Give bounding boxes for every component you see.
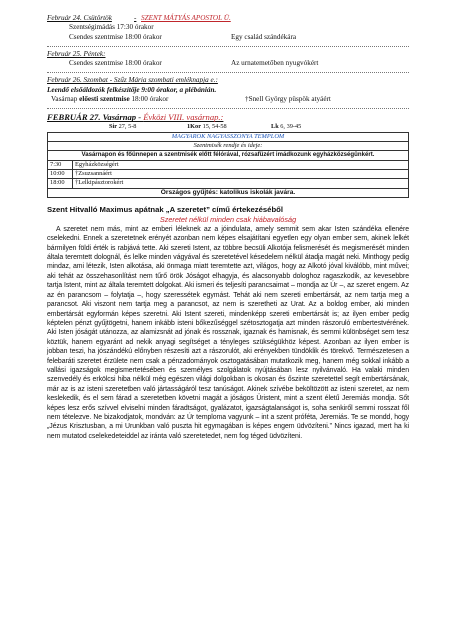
table-row: 10:00 †Zsuzsannáért <box>48 169 409 178</box>
day-date: Február 25. Péntek: <box>47 49 106 58</box>
schedule-row: Csendes szentmise 18:00 órakor Egy család szándékára <box>69 32 297 41</box>
article-subtitle: Szeretet nélkül minden csak hiábavalóság <box>159 214 297 224</box>
readings: Sir 27, 5-8 1Kor 15, 54-58 Lk 6, 39-45 <box>109 122 302 130</box>
feast-name: SZENT MÁTYÁS APOSTOL Ü. <box>141 14 231 22</box>
article-title: Szent Hitvalló Maximus apátnak „A szeretet” című értekezéséből <box>47 204 283 214</box>
mass-schedule-table <box>47 132 409 198</box>
church-name: MAGYAROK NAGYASSZONYA TEMPLOM <box>48 132 409 141</box>
day-date: FEBRUÁR 27. Vasárnap - <box>47 112 144 123</box>
mass-intention: Egy család szándékára <box>231 32 297 41</box>
day-date: Február 26. Szombat - Szűz Mária szombati emléknapja e.: <box>47 76 218 85</box>
order-title: Szentmisék rendje és ideje: <box>48 142 409 151</box>
day-saturday <box>47 76 409 104</box>
table-row: 18:00 †Lelkipásztorokért <box>48 179 409 188</box>
schedule-row: Vasárnap előesti szentmise 18:00 órakor †Snell György püspök atyáért <box>51 95 331 104</box>
saturday-note: Leendő elsőáldozók felkészítője 9:00 órakor, a plébánián. <box>47 85 217 94</box>
day-friday <box>47 50 409 69</box>
rosary-notice: Vasárnapon és főünnepen a szentmisék előtt félórával, rózsafüzért imádkozunk egyházközségünkért. <box>48 151 409 160</box>
day-thursday: Február 24. Csütörtök - SZENT MÁTYÁS APOSTOL Ü. Szentségimádás 17:30 órakor Csendes szentmise 18:00 órakor Egy család szándékára <box>47 14 409 42</box>
feast-name: Évközi VIII. vasárnap.: <box>143 112 224 123</box>
divider <box>47 46 409 47</box>
collection-note: Országos gyűjtés: katolikus iskolák javára. <box>48 188 409 197</box>
divider <box>47 72 409 73</box>
table-row: 7:30 Egyházközségért <box>48 160 409 169</box>
day-date: Február 24. Csütörtök <box>47 14 112 22</box>
day-sunday <box>47 112 409 197</box>
divider <box>47 108 409 109</box>
schedule-row: Csendes szentmise 18:00 órakor Az urnatemetőben nyugvókért <box>69 59 319 68</box>
schedule-row: Szentségimádás 17:30 órakor <box>69 23 154 32</box>
article-body: A szeretet nem más, mint az emberi léleknek az a jóindulata, amely semmit sem akar Isten szándéka ellenére cselekedni. Ennek a szeretetnek erényét azonban nem képes elsajátítani egyetlen egy olyan ember sem, akinek lelkét bármilyen földi érték is rabjává tette. Aki szereti Istent, az többre becsüli Alkotója felismerését és megismerését minden általa teremtett dolognál, és lelke minden vágyával és szeretetével késedelem nélkül átadja magát neki. Minthogy pedig mindaz, ami létezik, Isten alkotása, aki önmaga miatt teremtette azt, világos, hogy az Alkotó jóval kiválóbb, mint művei; aki tehát az összehasonlítást nem tűrő örök Jóságot elhagyja, és alacsonyabb dologhoz ragaszkodik, az kevesebbre tartja Istent, mint az általa teremtett dolgokat. Aki ismeri és teljesíti parancsaimat – mondja az Úr –, az szeret engem. Az az én parancsom – folytatja –, hogy szeressétek egymást. Tehát aki nem szereti embertársát, az nem tartja meg a parancsot. Aki viszont nem tartja meg a parancsot, az nem is szeretheti az Urat. Az a boldog ember, aki minden embertársát egyformán képes szeretni. Aki Istent szereti, mindenképp szereti embertársát is; az ilyen ember pedig képtelen pénzt gyűjtögetni, hanem inkább isteni bőkezűséggel szétosztogatja azt minden rászoruló embertestvérének. Aki Isten jóságát utánozza, az alamizsnát ad jónak és rossznak, igaznak és hamisnak, és semmi különbséget sem tesz köztük, hanem egyaránt ad nekik anyagi segítséget a tényleges szükségükhöz képest. Azonban az ilyen ember is jobban teszi, ha jószándékú előnyben részesíti azt a rászorulót, aki erényekben tündöklik és törekvő. Természetesen a felebaráti szeretet érzülete nem csak a pénzadományok osztogatásában mutatkozik meg, hanem még sokkal inkább a vallási igazságok megismertetésében és személyes szolgálatok nyújtásában lesz nyilvánvaló. Ha valaki minden szenvedély és erkölcsi hiba nélkül még egészen világi dolgokban is okosan és őszinte szeretettel segít embertársának, már az is az isteni szeretetben való jártasságáról tesz tanúságot. Akinek szívébe beköltözött az isteni szeretet, az nem keslekedik, és el sem fárad a szeretetben követni magát a jóságos Üristent, mint a szent életű Jeremiás mondja. Sőt képes lesz erős szívvel elviselni minden fáradtságot, gyalázatot, igazságtalanságot is, soha senkiről semmi rosszat fől nem tételezve. Ne bizakodjatok, mondván: az Úr temploma vagyunk – int a szent próféta, Jeremiás. Te se mondd, hogy „Jézus Krisztusban, a mi Urunkban való puszta hit egymagában is képes engem üdvözíteni.” Nincs igazad, mert ha ki nem mutatod cselekedeteiddel az iránta való szeretetedet, nem fog téged üdvözíteni. <box>47 225 409 440</box>
mass-intention: Az urnatemetőben nyugvókért <box>231 59 319 68</box>
mass-intention: †Snell György püspök atyáért <box>245 95 331 104</box>
